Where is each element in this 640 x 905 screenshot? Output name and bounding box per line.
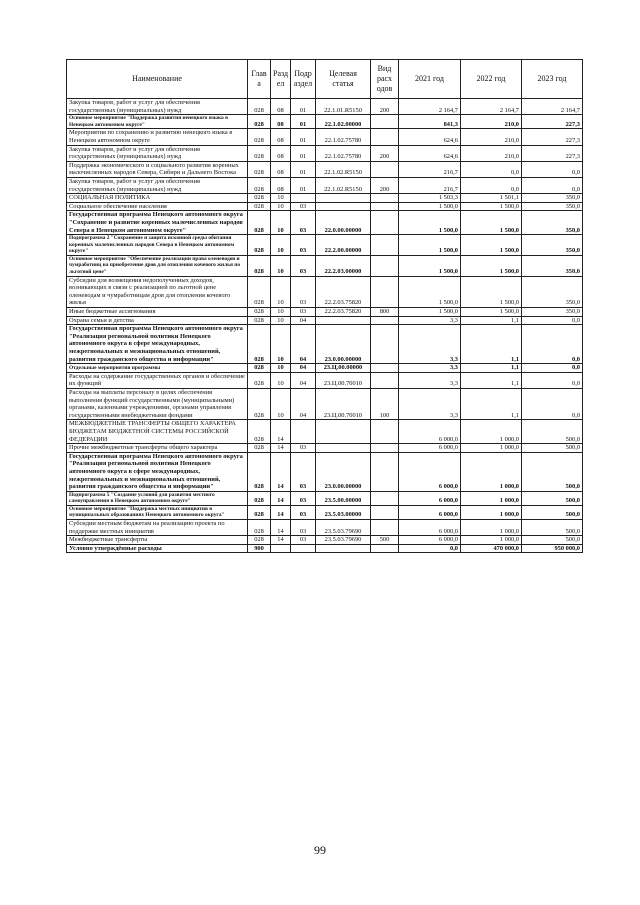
table-row	[67, 544, 583, 553]
cell-2022: 1,1	[461, 388, 522, 419]
cell-2023: 350,0	[522, 255, 583, 276]
cell-2023: 0,0	[522, 325, 583, 364]
cell-2023: 0,0	[522, 177, 583, 193]
cell-podrazdel: 04	[291, 388, 316, 419]
cell-name: Мероприятия по сохранению и развитию ненецкого языка в Ненецком автономном округе	[67, 129, 248, 145]
cell-expense-type	[371, 202, 399, 211]
cell-2023: 227,3	[522, 129, 583, 145]
header-year-2022: 2022 год	[461, 60, 522, 99]
cell-name: Подпрограмма 5 "Создание условий для развития местного самоуправления в Ненецком автономном округе"	[67, 491, 248, 505]
cell-expense-type: 100	[371, 388, 399, 419]
cell-target-article: 22.2.03.00000	[316, 255, 371, 276]
table-row	[67, 194, 583, 203]
cell-razdel: 08	[271, 161, 291, 177]
cell-expense-type	[371, 325, 399, 364]
cell-razdel: 08	[271, 99, 291, 115]
header-razdel: Разд ел	[271, 60, 291, 99]
cell-expense-type	[371, 444, 399, 453]
cell-2021: 624,6	[399, 129, 461, 145]
cell-glava: 028	[248, 325, 271, 364]
cell-expense-type	[371, 505, 399, 519]
cell-target-article	[316, 444, 371, 453]
cell-2022: 0,0	[461, 161, 522, 177]
cell-2023: 350,0	[522, 202, 583, 211]
cell-2023: 0,0	[522, 364, 583, 373]
cell-podrazdel: 04	[291, 372, 316, 388]
cell-glava: 900	[248, 544, 271, 553]
table-row	[67, 115, 583, 129]
cell-2022: 1,1	[461, 364, 522, 373]
cell-target-article: 23.5.03.00000	[316, 505, 371, 519]
cell-glava: 028	[248, 145, 271, 161]
cell-2023: 500,0	[522, 491, 583, 505]
cell-razdel: 10	[271, 308, 291, 317]
cell-name: Основное мероприятие "Обеспечение реализации права оленеводов и чумработниц на приобретение дров для отопления кочевого жилья по льготной цене"	[67, 255, 248, 276]
cell-razdel: 10	[271, 316, 291, 325]
table-row	[67, 420, 583, 444]
cell-target-article: 22.1.01.R5150	[316, 99, 371, 115]
cell-2022: 1 500,0	[461, 235, 522, 256]
table-row	[67, 536, 583, 545]
cell-2022: 210,0	[461, 145, 522, 161]
cell-2023: 0,0	[522, 372, 583, 388]
cell-2021: 6 000,0	[399, 505, 461, 519]
cell-name: Субсидии местным бюджетам на реализацию проекта по поддержке местных инициатив	[67, 520, 248, 536]
cell-podrazdel: 03	[291, 505, 316, 519]
cell-target-article	[316, 420, 371, 444]
cell-glava: 028	[248, 420, 271, 444]
cell-2022: 2 164,7	[461, 99, 522, 115]
cell-podrazdel: 03	[291, 452, 316, 491]
table-row	[67, 364, 583, 373]
table-row	[67, 491, 583, 505]
cell-target-article: 23.Ц.00.70010	[316, 372, 371, 388]
cell-2021: 1 500,0	[399, 255, 461, 276]
cell-razdel: 08	[271, 177, 291, 193]
cell-2023: 227,3	[522, 115, 583, 129]
cell-name: Поддержка экономического и социального развития коренных малочисленных народов Севера, Сибири и Дальнего Востока	[67, 161, 248, 177]
table-row	[67, 505, 583, 519]
cell-expense-type	[371, 316, 399, 325]
cell-target-article: 22.1.02.R5150	[316, 161, 371, 177]
cell-expense-type	[371, 115, 399, 129]
cell-2021: 841,3	[399, 115, 461, 129]
table-row	[67, 452, 583, 491]
cell-2021: 624,6	[399, 145, 461, 161]
cell-2021: 6 000,0	[399, 420, 461, 444]
cell-expense-type	[371, 194, 399, 203]
cell-2021: 1 500,0	[399, 202, 461, 211]
cell-target-article: 23.5.00.00000	[316, 491, 371, 505]
cell-2022: 1 000,0	[461, 444, 522, 453]
cell-glava: 028	[248, 388, 271, 419]
cell-name: Расходы на выплаты персоналу в целях обеспечения выполнения функций государственными (муниципальными) органами, казенными учреждениями, органами управления государственными внебюджетными фондами	[67, 388, 248, 419]
cell-glava: 028	[248, 316, 271, 325]
cell-2021: 2 164,7	[399, 99, 461, 115]
cell-glava: 028	[248, 308, 271, 317]
cell-expense-type: 500	[371, 536, 399, 545]
cell-razdel: 10	[271, 325, 291, 364]
cell-expense-type: 200	[371, 145, 399, 161]
cell-name: Отдельные мероприятия программы	[67, 364, 248, 373]
cell-expense-type	[371, 364, 399, 373]
cell-expense-type	[371, 544, 399, 553]
cell-razdel: 14	[271, 420, 291, 444]
cell-razdel: 08	[271, 129, 291, 145]
cell-2023: 500,0	[522, 444, 583, 453]
cell-podrazdel: 04	[291, 325, 316, 364]
cell-razdel: 10	[271, 235, 291, 256]
cell-2021: 3,3	[399, 364, 461, 373]
cell-target-article: 23.Ц.00.70010	[316, 388, 371, 419]
cell-razdel: 08	[271, 115, 291, 129]
cell-razdel: 10	[271, 255, 291, 276]
cell-podrazdel: 03	[291, 520, 316, 536]
table-row	[67, 372, 583, 388]
cell-target-article: 22.1.02.75780	[316, 145, 371, 161]
cell-expense-type: 200	[371, 177, 399, 193]
cell-expense-type	[371, 255, 399, 276]
cell-2022: 1 000,0	[461, 491, 522, 505]
cell-2021: 6 000,0	[399, 536, 461, 545]
cell-glava: 028	[248, 99, 271, 115]
cell-name: Закупка товаров, работ и услуг для обеспечения государственных (муниципальных) нужд	[67, 99, 248, 115]
cell-name: Межбюджетные трансферты	[67, 536, 248, 545]
cell-2021: 216,7	[399, 177, 461, 193]
cell-2023: 350,0	[522, 211, 583, 235]
cell-2022: 1 500,0	[461, 255, 522, 276]
cell-2021: 6 000,0	[399, 491, 461, 505]
cell-podrazdel: 01	[291, 161, 316, 177]
cell-target-article: 23.5.03.79690	[316, 536, 371, 545]
cell-razdel: 10	[271, 211, 291, 235]
cell-target-article	[316, 194, 371, 203]
cell-glava: 028	[248, 276, 271, 307]
cell-2023: 0,0	[522, 316, 583, 325]
cell-2023: 950 000,0	[522, 544, 583, 553]
cell-2021: 1 500,0	[399, 235, 461, 256]
cell-target-article: 23.0.00.00000	[316, 325, 371, 364]
table-row	[67, 325, 583, 364]
cell-2021: 1 500,0	[399, 276, 461, 307]
cell-2023: 227,3	[522, 145, 583, 161]
cell-2023: 350,0	[522, 276, 583, 307]
cell-name: Основное мероприятие "Поддержка местных инициатив в муниципальных образованиях Ненецкого автономного округа"	[67, 505, 248, 519]
cell-name: Охрана семьи и детства	[67, 316, 248, 325]
cell-2021: 216,7	[399, 161, 461, 177]
cell-glava: 028	[248, 505, 271, 519]
table-row	[67, 235, 583, 256]
header-year-2021: 2021 год	[399, 60, 461, 99]
cell-target-article: 22.2.03.75820	[316, 308, 371, 317]
cell-podrazdel: 04	[291, 364, 316, 373]
cell-glava: 028	[248, 444, 271, 453]
cell-2023: 0,0	[522, 388, 583, 419]
cell-target-article: 22.1.02.00000	[316, 115, 371, 129]
cell-2021: 3,3	[399, 388, 461, 419]
cell-2022: 1,1	[461, 316, 522, 325]
cell-name: Расходы на содержание государственных органов и обеспечение их функций	[67, 372, 248, 388]
cell-name: МЕЖБЮДЖЕТНЫЕ ТРАНСФЕРТЫ ОБЩЕГО ХАРАКТЕРА БЮДЖЕТАМ БЮДЖЕТНОЙ СИСТЕМЫ РОССИЙСКОЙ ФЕДЕРАЦИИ	[67, 420, 248, 444]
cell-podrazdel	[291, 420, 316, 444]
cell-razdel: 10	[271, 364, 291, 373]
cell-2023: 500,0	[522, 452, 583, 491]
cell-glava: 028	[248, 177, 271, 193]
table-header-row	[67, 60, 583, 99]
cell-target-article	[316, 544, 371, 553]
cell-podrazdel: 03	[291, 202, 316, 211]
table-row	[67, 211, 583, 235]
cell-expense-type	[371, 420, 399, 444]
cell-expense-type	[371, 276, 399, 307]
header-name: Наименование	[67, 60, 248, 99]
cell-name: Субсидии для возмещения недополученных доходов, возникающих в связи с реализацией по льготной цене оленеводам и чумработницам дров для отопления кочевого жилья	[67, 276, 248, 307]
cell-2021: 3,3	[399, 316, 461, 325]
cell-2022: 1,1	[461, 325, 522, 364]
cell-2023: 500,0	[522, 420, 583, 444]
table-row	[67, 308, 583, 317]
cell-podrazdel: 03	[291, 255, 316, 276]
header-glava: Глав а	[248, 60, 271, 99]
table-row	[67, 177, 583, 193]
cell-razdel: 10	[271, 372, 291, 388]
cell-name: Условно утверждённые расходы	[67, 544, 248, 553]
cell-podrazdel: 03	[291, 491, 316, 505]
cell-razdel: 10	[271, 194, 291, 203]
cell-podrazdel: 03	[291, 444, 316, 453]
cell-2022: 1 000,0	[461, 505, 522, 519]
cell-2021: 1 500,0	[399, 211, 461, 235]
cell-2022: 1 501,1	[461, 194, 522, 203]
cell-razdel: 10	[271, 276, 291, 307]
cell-2021: 3,3	[399, 325, 461, 364]
cell-2022: 1 000,0	[461, 420, 522, 444]
table-row	[67, 444, 583, 453]
cell-glava: 028	[248, 115, 271, 129]
cell-podrazdel	[291, 544, 316, 553]
cell-2023: 500,0	[522, 505, 583, 519]
cell-name: Государственная программа Ненецкого автономного округа "Реализация региональной политики Ненецкого автономного округа в сфере международных, межрегиональных и межнациональных отношений, развития гражданского общества и информации"	[67, 325, 248, 364]
cell-glava: 028	[248, 520, 271, 536]
cell-expense-type: 800	[371, 308, 399, 317]
cell-glava: 028	[248, 211, 271, 235]
cell-target-article: 22.2.00.00000	[316, 235, 371, 256]
header-expense-type: Вид расх одов	[371, 60, 399, 99]
cell-podrazdel: 01	[291, 177, 316, 193]
cell-name: Закупка товаров, работ и услуг для обеспечения государственных (муниципальных) нужд	[67, 145, 248, 161]
cell-razdel	[271, 544, 291, 553]
cell-razdel: 08	[271, 145, 291, 161]
cell-2022: 1 500,0	[461, 308, 522, 317]
cell-2021: 6 000,0	[399, 452, 461, 491]
cell-podrazdel: 04	[291, 316, 316, 325]
cell-2023: 350,0	[522, 235, 583, 256]
cell-glava: 028	[248, 491, 271, 505]
cell-glava: 028	[248, 161, 271, 177]
cell-name: СОЦИАЛЬНАЯ ПОЛИТИКА	[67, 194, 248, 203]
cell-expense-type	[371, 452, 399, 491]
table-row	[67, 145, 583, 161]
table-row	[67, 388, 583, 419]
cell-2021: 0,0	[399, 544, 461, 553]
table-row	[67, 255, 583, 276]
table-row	[67, 129, 583, 145]
header-year-2023: 2023 год	[522, 60, 583, 99]
cell-target-article	[316, 316, 371, 325]
cell-glava: 028	[248, 129, 271, 145]
cell-2022: 1,1	[461, 372, 522, 388]
table-body	[67, 99, 583, 553]
cell-glava: 028	[248, 372, 271, 388]
cell-podrazdel: 03	[291, 536, 316, 545]
cell-podrazdel	[291, 194, 316, 203]
cell-podrazdel: 01	[291, 115, 316, 129]
cell-2021: 6 000,0	[399, 520, 461, 536]
cell-glava: 028	[248, 235, 271, 256]
page-number: 99	[314, 843, 326, 857]
cell-razdel: 10	[271, 202, 291, 211]
cell-target-article: 23.0.00.00000	[316, 452, 371, 491]
cell-razdel: 14	[271, 452, 291, 491]
cell-name: Основное мероприятие "Поддержка развития ненецкого языка в Ненецком автономном округе"	[67, 115, 248, 129]
header-target-article: Целевая статья	[316, 60, 371, 99]
cell-razdel: 14	[271, 505, 291, 519]
cell-razdel: 14	[271, 520, 291, 536]
cell-2022: 1 000,0	[461, 520, 522, 536]
cell-target-article: 22.0.00.00000	[316, 211, 371, 235]
cell-target-article: 22.1.02.75780	[316, 129, 371, 145]
cell-2023: 500,0	[522, 520, 583, 536]
cell-2021: 1 503,3	[399, 194, 461, 203]
cell-razdel: 14	[271, 491, 291, 505]
cell-2022: 1 500,0	[461, 202, 522, 211]
cell-glava: 028	[248, 536, 271, 545]
cell-name: Социальное обеспечение населения	[67, 202, 248, 211]
cell-podrazdel: 01	[291, 145, 316, 161]
cell-podrazdel: 01	[291, 99, 316, 115]
cell-expense-type	[371, 520, 399, 536]
cell-podrazdel: 01	[291, 129, 316, 145]
cell-2022: 0,0	[461, 177, 522, 193]
cell-expense-type	[371, 235, 399, 256]
cell-glava: 028	[248, 202, 271, 211]
cell-podrazdel: 03	[291, 235, 316, 256]
cell-glava: 028	[248, 194, 271, 203]
cell-target-article: 22.2.03.75820	[316, 276, 371, 307]
cell-glava: 028	[248, 364, 271, 373]
cell-expense-type	[371, 491, 399, 505]
cell-podrazdel: 03	[291, 211, 316, 235]
budget-table	[66, 59, 583, 553]
cell-2021: 1 500,0	[399, 308, 461, 317]
table-row	[67, 99, 583, 115]
cell-2023: 2 164,7	[522, 99, 583, 115]
cell-2023: 500,0	[522, 536, 583, 545]
cell-name: Подпрограмма 2 "Сохранение и защита исконной среды обитания коренных малочисленных народов Севера в Ненецком автономном округе"	[67, 235, 248, 256]
cell-target-article	[316, 202, 371, 211]
cell-razdel: 14	[271, 536, 291, 545]
cell-expense-type	[371, 129, 399, 145]
cell-razdel: 10	[271, 388, 291, 419]
cell-2021: 3,3	[399, 372, 461, 388]
cell-target-article: 22.1.02.R5150	[316, 177, 371, 193]
cell-2023: 0,0	[522, 161, 583, 177]
cell-name: Государственная программа Ненецкого автономного округа "Реализация региональной политики Ненецкого автономного округа в сфере международных, межрегиональных и межнациональных отношений, развития гражданского общества и информации"	[67, 452, 248, 491]
cell-expense-type: 200	[371, 99, 399, 115]
table-row	[67, 202, 583, 211]
cell-2023: 350,0	[522, 308, 583, 317]
cell-2022: 1 500,0	[461, 211, 522, 235]
cell-2022: 1 000,0	[461, 536, 522, 545]
cell-razdel: 14	[271, 444, 291, 453]
cell-name: Прочие межбюджетные трансферты общего характера	[67, 444, 248, 453]
cell-name: Иные бюджетные ассигнования	[67, 308, 248, 317]
cell-glava: 028	[248, 255, 271, 276]
cell-2022: 470 000,0	[461, 544, 522, 553]
table-row	[67, 161, 583, 177]
cell-expense-type	[371, 211, 399, 235]
cell-2022: 210,0	[461, 115, 522, 129]
cell-2023: 350,0	[522, 194, 583, 203]
cell-podrazdel: 03	[291, 276, 316, 307]
cell-podrazdel: 03	[291, 308, 316, 317]
cell-2022: 210,0	[461, 129, 522, 145]
table-row	[67, 316, 583, 325]
table-row	[67, 520, 583, 536]
cell-expense-type	[371, 372, 399, 388]
cell-name: Государственная программа Ненецкого автономного округа "Сохранение и развитие коренных малочисленных народов Севера в Ненецком автономном округе"	[67, 211, 248, 235]
cell-target-article: 23.Ц.00.00000	[316, 364, 371, 373]
cell-expense-type	[371, 161, 399, 177]
cell-2022: 1 000,0	[461, 452, 522, 491]
cell-glava: 028	[248, 452, 271, 491]
table-row	[67, 276, 583, 307]
cell-name: Закупка товаров, работ и услуг для обеспечения государственных (муниципальных) нужд	[67, 177, 248, 193]
cell-2022: 1 500,0	[461, 276, 522, 307]
header-podrazdel: Подр аздел	[291, 60, 316, 99]
cell-2021: 6 000,0	[399, 444, 461, 453]
cell-target-article: 23.5.03.79690	[316, 520, 371, 536]
